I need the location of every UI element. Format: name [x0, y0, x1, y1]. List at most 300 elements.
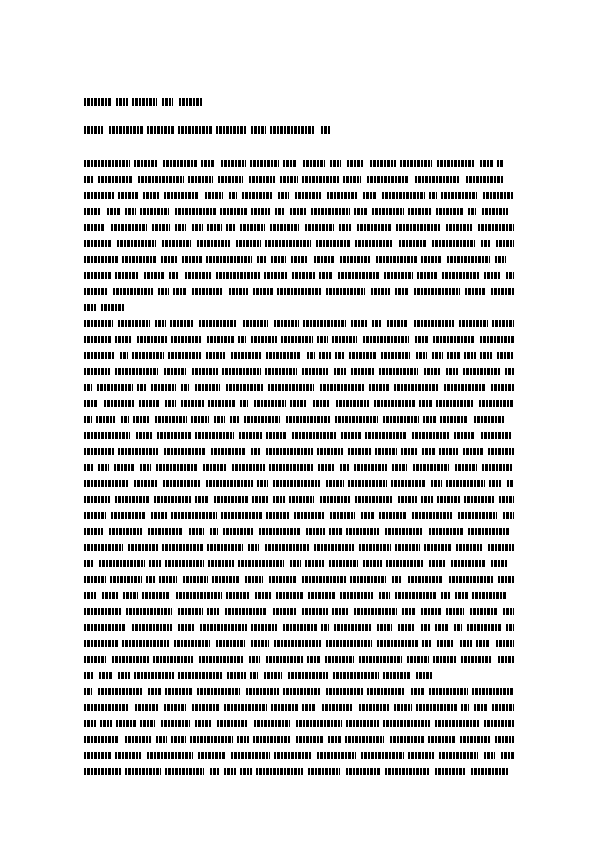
text-word — [84, 736, 119, 743]
text-word — [491, 288, 514, 295]
text-word — [480, 352, 492, 359]
text-word — [84, 416, 92, 423]
text-word — [134, 160, 158, 167]
text-word — [118, 320, 150, 327]
text-word — [128, 544, 158, 551]
text-word — [422, 448, 435, 455]
text-word — [466, 176, 503, 183]
text-word — [283, 688, 321, 695]
text-word — [84, 176, 93, 183]
text-word — [84, 384, 92, 391]
text-word — [164, 704, 186, 711]
text-word — [192, 368, 218, 375]
text-word — [498, 576, 514, 583]
text-word — [257, 480, 268, 487]
text-word — [505, 368, 514, 375]
text-word — [84, 672, 94, 679]
text-word — [135, 704, 159, 711]
text-word — [84, 336, 111, 343]
text-word — [455, 592, 468, 599]
text-word — [206, 352, 225, 359]
text-word — [122, 256, 157, 263]
text-word — [84, 432, 130, 439]
text-word — [216, 126, 246, 134]
text-word — [164, 192, 199, 199]
text-word — [162, 240, 191, 247]
text-word — [123, 592, 138, 599]
paragraph-2-line — [84, 320, 514, 327]
text-word — [155, 416, 187, 423]
paragraph-2-line — [84, 432, 514, 439]
text-word — [229, 288, 248, 295]
text-word — [436, 400, 473, 407]
text-word — [192, 704, 220, 711]
text-word — [84, 304, 96, 311]
text-word — [423, 416, 436, 423]
text-word — [484, 720, 514, 727]
text-word — [402, 608, 415, 615]
paragraph-2-line — [84, 576, 514, 583]
text-word — [84, 208, 101, 215]
text-word — [481, 432, 511, 439]
text-word — [84, 720, 96, 727]
text-word — [497, 160, 504, 167]
text-word — [230, 416, 239, 423]
text-word — [379, 368, 418, 375]
text-word — [175, 224, 186, 231]
text-word — [171, 512, 217, 519]
text-word — [84, 400, 98, 407]
text-word — [239, 432, 262, 439]
text-word — [134, 480, 157, 487]
text-word — [385, 528, 423, 535]
text-word — [84, 608, 121, 615]
text-word — [273, 496, 285, 503]
text-word — [156, 464, 197, 471]
text-word — [359, 656, 402, 663]
paragraph-2-line — [84, 528, 514, 535]
text-word — [125, 768, 161, 775]
text-word — [394, 384, 438, 391]
text-word — [84, 592, 96, 599]
text-word — [140, 720, 155, 727]
text-word — [363, 336, 409, 343]
text-word — [115, 496, 150, 503]
text-word — [433, 336, 474, 343]
text-word — [467, 624, 502, 631]
text-word — [223, 528, 254, 535]
text-word — [222, 368, 261, 375]
text-word — [379, 592, 390, 599]
text-word — [256, 768, 303, 775]
paragraph-2-line — [84, 496, 514, 503]
paragraph-3-line — [84, 736, 514, 743]
text-word — [367, 688, 405, 695]
text-word — [483, 192, 514, 199]
text-word — [195, 384, 220, 391]
text-word — [496, 640, 514, 647]
paragraph-2-line — [84, 512, 514, 519]
text-word — [253, 288, 273, 295]
text-word — [277, 288, 321, 295]
text-word — [162, 544, 203, 551]
text-word — [132, 352, 164, 359]
paragraph-2-line — [84, 336, 514, 343]
text-word — [369, 384, 389, 391]
text-word — [413, 464, 449, 471]
text-word — [343, 176, 361, 183]
text-word — [146, 576, 155, 583]
text-word — [110, 576, 142, 583]
text-word — [191, 416, 209, 423]
text-word — [488, 448, 514, 455]
text-word — [307, 656, 320, 663]
text-word — [164, 368, 186, 375]
text-word — [149, 560, 161, 567]
text-word — [280, 176, 298, 183]
text-word — [178, 624, 195, 631]
text-word — [437, 160, 475, 167]
text-word — [296, 720, 342, 727]
text-word — [407, 656, 429, 663]
text-word — [271, 256, 286, 263]
text-word — [307, 352, 315, 359]
text-word — [326, 688, 363, 695]
text-word — [84, 368, 110, 375]
text-word — [395, 544, 420, 551]
text-word — [253, 736, 291, 743]
text-word — [346, 720, 379, 727]
text-word — [379, 512, 407, 519]
text-word — [363, 560, 382, 567]
text-word — [322, 704, 353, 711]
text-word — [100, 720, 112, 727]
text-word — [439, 752, 478, 759]
text-word — [316, 240, 350, 247]
text-word — [104, 400, 134, 407]
text-word — [98, 688, 142, 695]
text-word — [321, 624, 329, 631]
text-word — [84, 448, 114, 455]
paragraph-1-line — [84, 256, 514, 263]
text-word — [326, 480, 344, 487]
text-word — [84, 640, 118, 647]
text-word — [252, 496, 268, 503]
text-word — [432, 352, 443, 359]
text-word — [440, 416, 468, 423]
text-word — [197, 240, 230, 247]
text-word — [221, 512, 262, 519]
text-word — [84, 98, 111, 106]
text-word — [498, 656, 514, 663]
text-word — [185, 272, 211, 279]
text-word — [491, 560, 508, 567]
text-word — [161, 256, 177, 263]
text-word — [326, 288, 365, 295]
text-word — [480, 336, 514, 343]
text-word — [351, 320, 368, 327]
text-word — [125, 208, 136, 215]
text-word — [313, 400, 330, 407]
text-word — [472, 688, 514, 695]
text-word — [317, 336, 328, 343]
text-word — [142, 592, 170, 599]
text-word — [192, 288, 223, 295]
text-word — [492, 320, 514, 327]
paragraph-2-line — [84, 464, 514, 471]
text-word — [320, 496, 350, 503]
text-word — [489, 480, 501, 487]
text-word — [415, 336, 429, 343]
text-word — [414, 320, 454, 327]
text-word — [171, 736, 186, 743]
text-word — [151, 512, 167, 519]
text-word — [385, 768, 430, 775]
text-word — [340, 256, 371, 263]
text-word — [484, 752, 495, 759]
text-word — [367, 176, 409, 183]
text-word — [442, 272, 479, 279]
text-word — [449, 576, 493, 583]
paragraph-2-line — [84, 592, 514, 599]
text-word — [115, 752, 141, 759]
text-word — [227, 672, 246, 679]
text-word — [201, 160, 215, 167]
text-word — [122, 640, 169, 647]
paragraph-1-line — [84, 176, 514, 183]
text-word — [109, 528, 142, 535]
text-word — [134, 672, 174, 679]
text-word — [330, 160, 341, 167]
text-word — [251, 126, 266, 134]
text-word — [212, 576, 239, 583]
text-word — [416, 352, 427, 359]
text-word — [251, 336, 277, 343]
text-word — [302, 704, 316, 711]
text-word — [446, 480, 485, 487]
text-word — [248, 544, 259, 551]
text-word — [424, 368, 440, 375]
text-word — [269, 464, 313, 471]
text-word — [109, 126, 143, 134]
text-word — [302, 576, 346, 583]
paragraph-1-line — [84, 288, 514, 295]
text-word — [447, 352, 460, 359]
text-word — [421, 624, 431, 631]
text-word — [383, 720, 430, 727]
text-word — [495, 256, 506, 263]
text-word — [474, 416, 505, 423]
text-word — [432, 240, 475, 247]
text-word — [278, 192, 289, 199]
text-word — [460, 640, 472, 647]
text-word — [255, 592, 272, 599]
text-word — [99, 560, 145, 567]
text-word — [478, 224, 514, 231]
text-word — [99, 672, 113, 679]
text-word — [437, 496, 460, 503]
text-word — [303, 160, 325, 167]
text-word — [332, 336, 357, 343]
text-word — [326, 640, 372, 647]
text-word — [305, 560, 324, 567]
text-word — [148, 688, 161, 695]
text-word — [254, 400, 286, 407]
text-word — [283, 160, 297, 167]
text-word — [506, 272, 514, 279]
text-word — [395, 592, 436, 599]
text-word — [398, 624, 415, 631]
text-word — [164, 448, 205, 455]
text-word — [306, 528, 325, 535]
text-word — [335, 352, 345, 359]
text-word — [381, 352, 410, 359]
text-word — [355, 240, 393, 247]
text-word — [334, 368, 346, 375]
text-word — [273, 608, 296, 615]
text-word — [169, 272, 179, 279]
text-word — [348, 480, 387, 487]
text-word — [488, 544, 514, 551]
text-word — [429, 560, 446, 567]
text-word — [220, 208, 247, 215]
text-word — [340, 592, 373, 599]
paragraph-3-line — [84, 704, 514, 711]
text-word — [302, 176, 339, 183]
text-word — [354, 464, 387, 471]
text-word — [292, 272, 315, 279]
text-word — [243, 320, 268, 327]
text-word — [476, 640, 490, 647]
text-word — [464, 352, 476, 359]
text-word — [391, 480, 425, 487]
text-word — [421, 256, 442, 263]
text-word — [270, 224, 299, 231]
text-word — [271, 704, 298, 711]
text-word — [84, 544, 123, 551]
text-word — [84, 224, 105, 231]
text-word — [84, 512, 106, 519]
text-word — [507, 480, 514, 487]
text-word — [137, 384, 146, 391]
text-word — [408, 208, 432, 215]
text-word — [171, 336, 202, 343]
text-word — [84, 320, 113, 327]
text-word — [84, 704, 129, 711]
text-word — [371, 288, 390, 295]
text-word — [468, 528, 510, 535]
text-word — [334, 624, 372, 631]
text-word — [374, 400, 415, 407]
text-word — [495, 736, 514, 743]
text-word — [283, 624, 317, 631]
text-word — [286, 416, 331, 423]
text-word — [435, 624, 449, 631]
text-word — [354, 208, 368, 215]
text-word — [318, 464, 335, 471]
text-word — [386, 560, 424, 567]
text-word — [226, 592, 250, 599]
paragraph-2-line — [84, 560, 514, 567]
text-word — [84, 352, 114, 359]
text-word — [118, 672, 130, 679]
text-word — [363, 192, 376, 199]
text-word — [84, 240, 111, 247]
text-word — [347, 160, 364, 167]
text-word — [382, 192, 425, 199]
text-word — [302, 368, 328, 375]
text-word — [441, 192, 477, 199]
paragraph-2-line — [84, 656, 514, 663]
text-word — [175, 208, 216, 215]
text-word — [232, 464, 265, 471]
text-word — [200, 624, 247, 631]
text-word — [349, 352, 376, 359]
text-word — [290, 400, 307, 407]
text-word — [454, 624, 462, 631]
text-word — [178, 672, 223, 679]
text-word — [214, 416, 225, 423]
text-word — [429, 192, 437, 199]
text-word — [361, 752, 404, 759]
text-word — [226, 224, 235, 231]
text-word — [395, 288, 408, 295]
text-word — [140, 208, 169, 215]
text-word — [463, 368, 501, 375]
text-word — [118, 192, 138, 199]
heading-line — [84, 98, 202, 106]
text-word — [437, 640, 454, 647]
text-word — [396, 224, 440, 231]
text-word — [102, 592, 118, 599]
text-word — [398, 496, 417, 503]
text-word — [133, 416, 150, 423]
text-word — [308, 592, 336, 599]
text-word — [207, 336, 234, 343]
text-word — [454, 432, 475, 439]
text-word — [499, 496, 514, 503]
text-word — [351, 368, 375, 375]
paragraph-2-line — [84, 448, 514, 455]
text-word — [421, 608, 442, 615]
text-word — [302, 608, 328, 615]
text-word — [162, 98, 173, 106]
text-word — [436, 208, 463, 215]
text-word — [296, 736, 323, 743]
text-word — [428, 736, 455, 743]
text-word — [357, 224, 391, 231]
subheading-line — [84, 126, 330, 134]
text-word — [340, 464, 350, 471]
text-word — [266, 512, 290, 519]
text-word — [471, 768, 508, 775]
text-word — [292, 432, 337, 439]
text-word — [221, 160, 246, 167]
text-word — [84, 528, 103, 535]
text-word — [152, 224, 170, 231]
text-word — [414, 288, 460, 295]
text-word — [273, 480, 320, 487]
text-word — [107, 208, 121, 215]
text-word — [501, 752, 514, 759]
text-word — [244, 416, 280, 423]
text-word — [182, 256, 202, 263]
text-word — [346, 768, 380, 775]
text-word — [214, 496, 248, 503]
text-word — [451, 560, 486, 567]
text-word — [335, 416, 378, 423]
text-word — [472, 592, 507, 599]
